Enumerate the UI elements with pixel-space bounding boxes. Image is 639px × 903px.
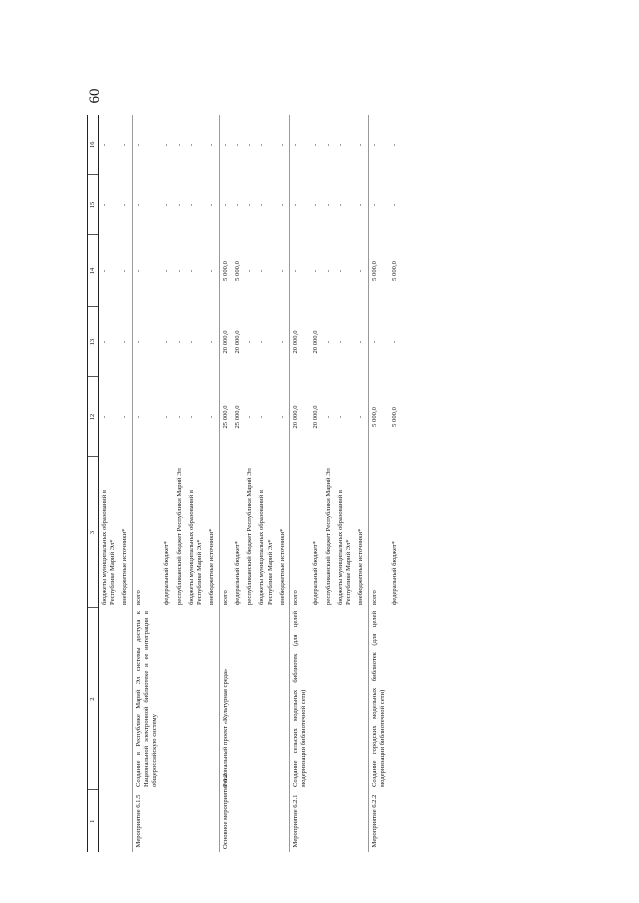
table-row — [310, 115, 322, 852]
event-name-cell — [277, 608, 290, 790]
col-header-15: 15 — [88, 175, 99, 235]
value-cell: - — [208, 203, 216, 207]
event-id-cell — [323, 790, 335, 852]
event-name-cell — [355, 608, 368, 790]
funding-source-cell: бюджеты муниципальных образований в Республике Марий Эл* — [258, 490, 274, 605]
value-cell: 20 000,0 — [219, 307, 232, 377]
table-row — [277, 115, 290, 852]
value-cell: - — [121, 203, 129, 207]
value-cell: - — [163, 269, 171, 273]
event-name-cell — [335, 608, 355, 790]
value-cell: - — [101, 143, 108, 147]
value-cell: - — [324, 143, 332, 147]
value-cell: - — [121, 415, 129, 419]
value-cell: - — [357, 269, 365, 273]
value-cell: - — [208, 340, 216, 344]
value-cell: - — [187, 269, 195, 273]
value-cell: - — [163, 203, 171, 207]
value-cell: - — [336, 203, 344, 207]
table-row — [99, 115, 120, 852]
value-cell: - — [187, 203, 195, 207]
value-cell: - — [357, 203, 365, 207]
value-cell: - — [278, 340, 286, 344]
value-cell: - — [357, 415, 365, 419]
table-row — [335, 115, 355, 852]
event-name-cell — [174, 608, 186, 790]
value-cell: 25 000,0 — [233, 405, 241, 429]
value-cell: - — [324, 415, 332, 419]
event-id-cell — [206, 790, 219, 852]
value-cell: 20 000,0 — [289, 307, 310, 377]
event-id-cell — [256, 790, 276, 852]
value-cell: - — [187, 415, 195, 419]
value-cell: - — [219, 115, 232, 175]
event-id-cell — [99, 790, 120, 852]
funding-source-cell: внебюджетные источники* — [357, 528, 365, 605]
table-row — [232, 115, 244, 852]
event-name-cell — [310, 608, 322, 790]
funding-source-cell: бюджеты муниципальных образований в Республике Марий Эл* — [187, 490, 204, 605]
funding-source-cell: бюджеты муниципальных образований в Республике Марий Эл* — [101, 490, 117, 605]
table-row — [161, 115, 173, 852]
event-id-cell: Основное мероприятие 6.2 — [219, 790, 232, 852]
value-cell: - — [289, 115, 310, 175]
value-cell: - — [208, 143, 216, 147]
event-name-cell — [389, 608, 401, 790]
value-cell: - — [278, 203, 286, 207]
funding-source-cell: федеральный бюджет* — [233, 541, 241, 605]
col-header-14: 14 — [88, 235, 99, 307]
value-cell: - — [368, 307, 389, 377]
value-cell: - — [391, 203, 399, 207]
event-id-cell: Мероприятие 6.2.2 — [368, 790, 389, 852]
table-row — [244, 115, 256, 852]
table-row — [289, 115, 310, 852]
value-cell: - — [258, 143, 266, 147]
value-cell: - — [258, 340, 266, 344]
col-header-2: 2 — [88, 608, 99, 790]
event-name-cell: Создание сельских модельных библиотек (для целей модернизации библиотечной сети) — [289, 608, 310, 790]
event-name-cell — [244, 608, 256, 790]
funding-source-cell: всего — [289, 457, 310, 608]
value-cell: - — [187, 340, 195, 344]
event-id-cell: Мероприятие 6.2.1 — [289, 790, 310, 852]
event-name-cell: Создание в Республике Марий Эл системы доступа к Национальной электронной библиотеке и ее интеграция в общероссийскую систему — [132, 608, 161, 790]
value-cell: - — [246, 203, 254, 207]
value-cell: - — [258, 203, 266, 207]
event-id-cell — [119, 790, 132, 852]
value-cell: - — [208, 269, 216, 273]
funding-source-cell: федеральный бюджет* — [312, 541, 320, 605]
value-cell: - — [246, 415, 254, 419]
value-cell: 20 000,0 — [233, 330, 241, 354]
funding-source-cell: всего — [219, 457, 232, 608]
value-cell: - — [175, 143, 183, 147]
value-cell: - — [132, 175, 161, 235]
value-cell: - — [391, 143, 399, 147]
value-cell: - — [163, 143, 171, 147]
value-cell: - — [357, 340, 365, 344]
value-cell: - — [336, 415, 344, 419]
col-header-1: 1 — [88, 790, 99, 852]
funding-source-cell: бюджеты муниципальных образований в Республике Марий Эл* — [336, 490, 353, 605]
event-id-cell — [174, 790, 186, 852]
event-id-cell — [186, 790, 206, 852]
value-cell: - — [233, 203, 241, 207]
funding-source-cell: республиканский бюджет Республики Марий Эл — [246, 468, 254, 605]
table-row — [186, 115, 206, 852]
value-cell: - — [278, 415, 286, 419]
col-header-12: 12 — [88, 377, 99, 457]
event-name-cell — [99, 608, 120, 790]
event-name-cell — [232, 608, 244, 790]
funding-source-cell: республиканский бюджет Республики Марий Эл — [175, 468, 183, 605]
event-name-cell — [206, 608, 219, 790]
value-cell: - — [175, 269, 183, 273]
value-cell: 25 000,0 — [219, 377, 232, 457]
event-id-cell — [310, 790, 322, 852]
event-id-cell: Мероприятие 6.1.5 — [132, 790, 161, 852]
funding-source-cell: внебюджетные источники* — [121, 528, 129, 605]
value-cell: - — [368, 115, 389, 175]
table-row — [174, 115, 186, 852]
col-header-16: 16 — [88, 115, 99, 175]
col-header-3: 3 — [88, 457, 99, 608]
value-cell: - — [312, 269, 320, 273]
value-cell: - — [101, 415, 108, 419]
value-cell: - — [324, 340, 332, 344]
table-row — [368, 115, 389, 852]
event-id-cell — [277, 790, 290, 852]
table-row — [119, 115, 132, 852]
value-cell: - — [312, 203, 320, 207]
value-cell: - — [278, 143, 286, 147]
value-cell: - — [121, 143, 129, 147]
value-cell: - — [246, 143, 254, 147]
value-cell: - — [289, 235, 310, 307]
event-name-cell — [256, 608, 276, 790]
value-cell: - — [163, 415, 171, 419]
value-cell: - — [233, 143, 241, 147]
value-cell: - — [132, 307, 161, 377]
value-cell: - — [101, 269, 108, 273]
value-cell: - — [278, 269, 286, 273]
value-cell: - — [324, 269, 332, 273]
value-cell: - — [132, 235, 161, 307]
event-name-cell: Региональный проект «Культурная среда» — [219, 608, 232, 790]
budget-table-sheet — [87, 115, 595, 852]
value-cell: - — [357, 143, 365, 147]
funding-source-cell: республиканский бюджет Республики Марий Эл — [324, 468, 332, 605]
event-id-cell — [355, 790, 368, 852]
funding-source-cell: всего — [132, 457, 161, 608]
table-row — [355, 115, 368, 852]
value-cell: - — [101, 340, 108, 344]
value-cell: 5 000,0 — [368, 377, 389, 457]
funding-source-cell: федеральный бюджет* — [163, 541, 171, 605]
funding-source-cell: внебюджетные источники* — [208, 528, 216, 605]
event-id-cell — [161, 790, 173, 852]
value-cell: - — [219, 175, 232, 235]
value-cell: - — [336, 340, 344, 344]
value-cell: - — [368, 175, 389, 235]
value-cell: 20 000,0 — [289, 377, 310, 457]
value-cell: - — [336, 143, 344, 147]
table-row — [323, 115, 335, 852]
value-cell: - — [175, 415, 183, 419]
table-row — [389, 115, 401, 852]
event-name-cell — [186, 608, 206, 790]
value-cell: - — [208, 415, 216, 419]
value-cell: - — [121, 269, 129, 273]
value-cell: - — [289, 175, 310, 235]
value-cell: - — [258, 269, 266, 273]
event-id-cell — [232, 790, 244, 852]
event-name-cell: Создание городских модельных библиотек (для целей модернизации библиотечной сети) — [368, 608, 389, 790]
value-cell: - — [391, 340, 399, 344]
value-cell: 20 000,0 — [312, 405, 320, 429]
value-cell: - — [324, 203, 332, 207]
value-cell: 5 000,0 — [391, 407, 399, 427]
value-cell: - — [121, 340, 129, 344]
value-cell: 5 000,0 — [368, 235, 389, 307]
budget-table — [87, 115, 401, 852]
event-id-cell — [335, 790, 355, 852]
table-row — [132, 115, 161, 852]
header-row — [88, 115, 99, 852]
value-cell: - — [132, 377, 161, 457]
value-cell: - — [336, 269, 344, 273]
table-row — [256, 115, 276, 852]
event-id-cell — [389, 790, 401, 852]
value-cell: 20 000,0 — [312, 330, 320, 354]
table-row — [206, 115, 219, 852]
event-name-cell — [161, 608, 173, 790]
value-cell: 5 000,0 — [233, 261, 241, 281]
value-cell: - — [246, 269, 254, 273]
funding-source-cell: внебюджетные источники* — [278, 528, 286, 605]
value-cell: - — [258, 415, 266, 419]
value-cell: - — [312, 143, 320, 147]
value-cell: 5 000,0 — [391, 261, 399, 281]
event-name-cell — [119, 608, 132, 790]
funding-source-cell: всего — [368, 457, 389, 608]
value-cell: - — [246, 340, 254, 344]
value-cell: - — [175, 340, 183, 344]
value-cell: - — [132, 115, 161, 175]
value-cell: - — [175, 203, 183, 207]
value-cell: 5 000,0 — [219, 235, 232, 307]
funding-source-cell: федеральный бюджет* — [391, 541, 399, 605]
event-name-cell — [323, 608, 335, 790]
value-cell: - — [101, 203, 108, 207]
page-number: 60 — [87, 88, 103, 104]
table-row — [219, 115, 232, 852]
event-id-cell — [244, 790, 256, 852]
col-header-13: 13 — [88, 307, 99, 377]
value-cell: - — [163, 340, 171, 344]
value-cell: - — [187, 143, 195, 147]
